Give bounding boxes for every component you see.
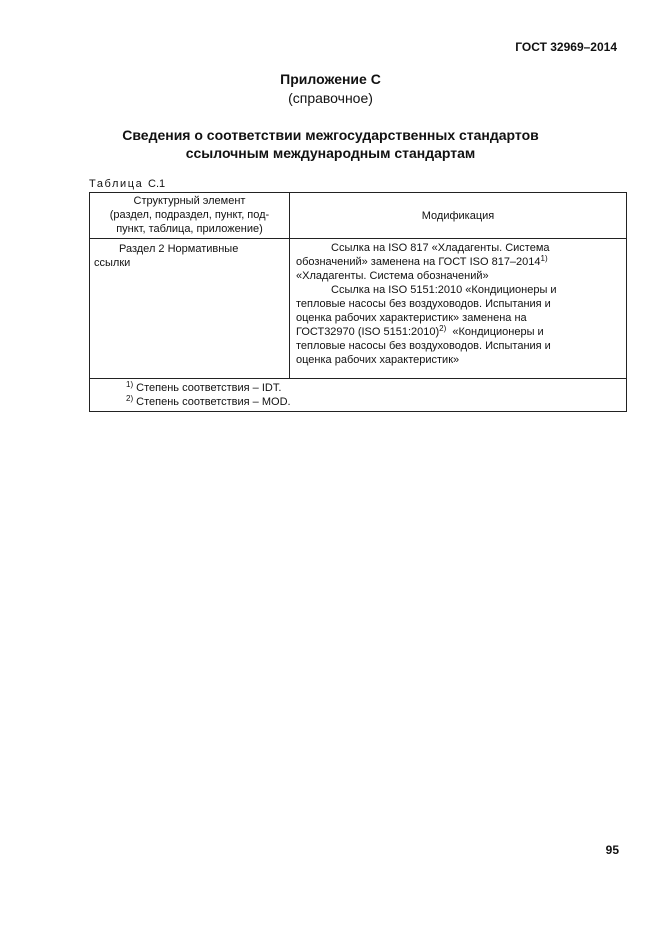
table-caption xyxy=(89,178,165,190)
modification-cell xyxy=(290,239,627,379)
structural-element-cell xyxy=(90,239,290,379)
footnotes-cell xyxy=(90,379,627,412)
element-text: Раздел 2 Нормативные xyxy=(119,243,239,255)
section-heading-line: Сведения о соответствии межгосударственных стандартов xyxy=(122,127,539,143)
header-line: Структурный элемент xyxy=(133,195,246,207)
footnote-ref: 2) xyxy=(439,324,447,333)
table-notes-row xyxy=(90,379,627,412)
modification-line: Ссылка на ISO 5151:2010 «Кондиционеры и xyxy=(331,284,557,296)
modification-line: оценка рабочих характеристик» xyxy=(296,354,460,366)
modification-text: «Кондиционеры и xyxy=(446,326,544,338)
footnote-text: Степень соответствия – IDT. xyxy=(133,382,282,394)
correspondence-table xyxy=(89,192,627,412)
footnote-marker: 1) xyxy=(126,380,134,389)
modification-line: оценка рабочих характеристик» заменена на xyxy=(296,312,527,324)
table-caption-number: С.1 xyxy=(148,178,166,190)
modification-line: Ссылка на ISO 817 «Хладагенты. Система xyxy=(331,242,550,254)
table-header-row xyxy=(90,193,627,239)
footnote-text: Степень соответствия – MOD. xyxy=(133,396,291,408)
modification-paragraph xyxy=(296,241,620,255)
modification-paragraph xyxy=(296,283,620,297)
footnote-ref: 1) xyxy=(540,254,548,263)
element-text: ссылки xyxy=(94,257,131,269)
header-line: пункт, таблица, приложение) xyxy=(116,223,263,235)
header-line: (раздел, подраздел, пункт, под- xyxy=(109,209,270,221)
header-modification: Модификация xyxy=(290,193,627,239)
footnote xyxy=(126,381,626,395)
table-row xyxy=(90,239,627,379)
modification-line: «Хладагенты. Система обозначений» xyxy=(296,270,489,282)
header-structural-element xyxy=(90,193,290,239)
modification-text: ГОСТ32970 (ISO 5151:2010) xyxy=(296,326,440,338)
footnote-marker: 2) xyxy=(126,394,134,403)
modification-line: тепловые насосы без воздуховодов. Испытания и xyxy=(296,298,551,310)
appendix-title: Приложение С xyxy=(280,71,381,87)
section-heading xyxy=(0,126,661,162)
document-code: ГОСТ 32969–2014 xyxy=(515,40,617,54)
modification-line xyxy=(296,325,620,339)
modification-text: обозначений» заменена на ГОСТ ISO 817–2014 xyxy=(296,256,541,268)
modification-line: тепловые насосы без воздуховодов. Испытания и xyxy=(296,340,551,352)
table-caption-word: Таблица xyxy=(89,178,144,190)
appendix-subtitle: (справочное) xyxy=(288,90,373,106)
page-number: 95 xyxy=(605,843,619,857)
modification-line xyxy=(296,255,620,269)
section-heading-line: ссылочным международным стандартам xyxy=(185,145,476,161)
footnote xyxy=(126,395,626,409)
